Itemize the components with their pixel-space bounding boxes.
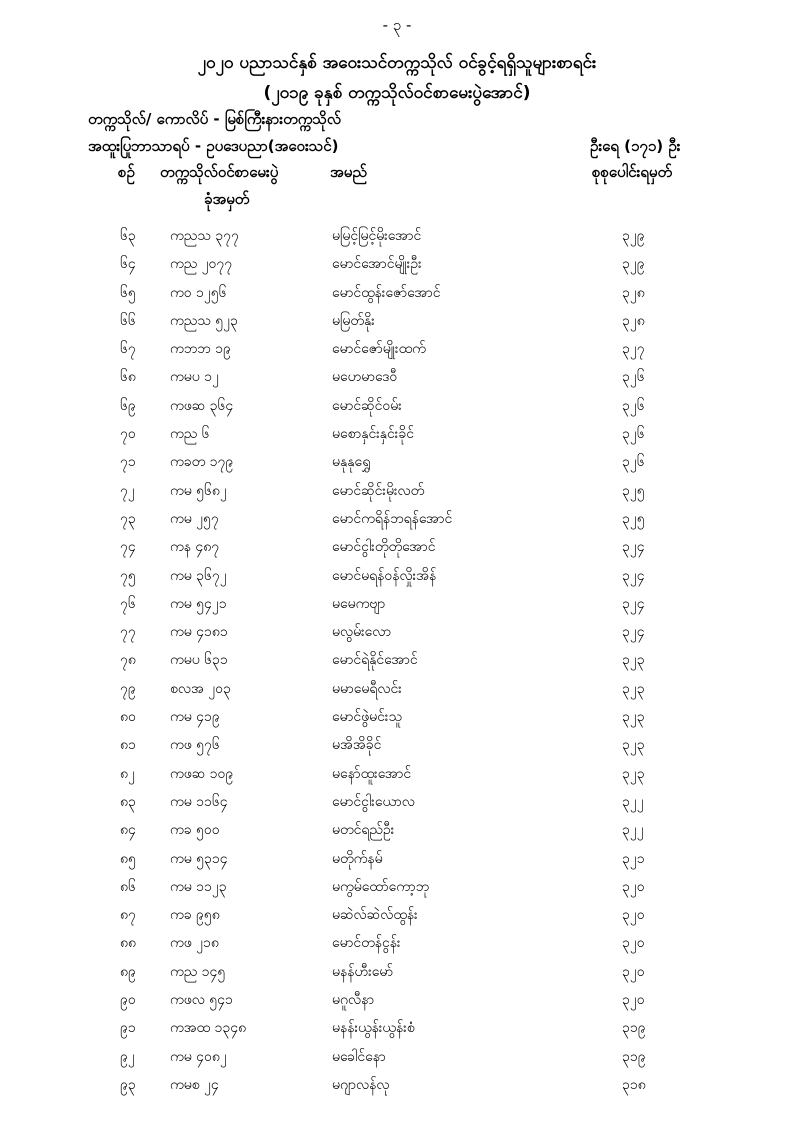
table-row [0,396,794,424]
roll-number: ကည ၁၄၅ [170,963,226,980]
row-number: ၈၈ [120,935,136,952]
total-marks: ၃၂၃ [622,709,645,726]
table-row [0,933,794,961]
row-number: ၆၉ [120,397,136,414]
roll-number: ကညသ ၃၇၇ [170,228,239,244]
student-name: မနန်းယွန်းယွန်းစံ [332,1020,415,1037]
row-number: ၈၉ [120,963,136,980]
major-line: အထူးပြုဘာသာရပ် - ဥပဒေပညာ(အဝေးသင်) [88,137,339,155]
table-row [0,679,794,707]
total-marks: ၃၂၂ [622,793,644,810]
row-number: ၇၃ [120,510,136,527]
page-number: - ၃ - [382,16,412,34]
row-number: ၇၆ [120,595,136,612]
student-name: မောင်ဆိုင်းမိုးလတ် [332,482,425,499]
row-number: ၆၃ [120,228,136,244]
student-name: မောင်အောင်မျိုးဦး [332,256,422,273]
roll-number: ကဖလ ၅၄၁ [170,992,233,1009]
student-name: မောင်ငွါးတိုတိုအောင် [332,539,436,556]
total-marks: ၃၂၃ [622,765,645,782]
table-row [0,735,794,763]
total-marks: ၃၂၅ [622,510,645,527]
roll-number: ကဖ ၅၇၆ [170,737,220,754]
total-marks: ၃၂၄ [622,567,645,584]
roll-number: ကမ ၄၀၈၂ [170,1048,227,1065]
table-row [0,1075,794,1103]
table-row [0,254,794,282]
row-number: ၈၁ [120,737,136,754]
table-row [0,226,794,254]
student-name: မနန်ဟီးမော် [332,963,394,980]
total-marks: ၃၂၂ [622,822,644,839]
student-name: မမြင့်မြင့်မိုးအောင် [332,228,422,244]
roll-number: ကအထ ၁၃၄၈ [170,1020,247,1037]
table-row [0,990,794,1018]
student-name: မတိုက်နမ် [332,850,383,867]
row-number: ၇၁ [120,454,136,471]
table-row [0,339,794,367]
total-marks: ၃၂၈ [622,312,645,329]
student-name: မမေကဗျာ [332,595,386,612]
total-marks: ၃၂၄ [622,595,645,612]
student-name: မတင်ရည်ဦး [332,822,395,839]
student-name: မဆဲလ်ဆဲလ်ထွန်း [332,907,418,924]
student-name: မမြတ်နိုး [332,312,375,329]
total-marks: ၃၂၆ [622,369,645,386]
table-row [0,905,794,933]
total-marks: ၃၂၁ [622,850,645,867]
student-name: မခေါင်နော [332,1048,386,1065]
header-roll-line2: ခုံအမှတ် [204,190,250,208]
total-marks: ၃၂၄ [622,539,645,556]
total-marks: ၃၂၄ [622,624,645,641]
roll-number: ကမပ ၁၂ [170,369,219,386]
row-number: ၆၄ [120,256,136,273]
roll-number: စလအ ၂၀၃ [170,680,231,697]
total-marks: ၃၂၇ [622,341,645,358]
total-marks: ၃၂၉ [622,228,645,244]
row-number: ၇၅ [120,567,136,584]
table-row [0,707,794,735]
student-name: မောင်ထွန်းဇော်အောင် [332,284,441,301]
student-name: မနော်ထူးအောင် [332,765,412,782]
student-name: မကွမ်ထော်ကော့ဘု [332,878,430,895]
student-name: မောင်မရန်ဝန်လှိုးအိန် [332,567,437,584]
student-name: မောင်တန်ငွန်း [332,935,401,952]
table-row [0,962,794,990]
total-marks: ၃၂၀ [622,992,645,1009]
student-name: မောင်ရဲနိုင်အောင် [332,652,418,669]
row-number: ၆၇ [120,341,136,358]
table-row [0,283,794,311]
total-marks: ၃၂၆ [622,397,645,414]
roll-number: ကမ ၂၅၇ [170,510,219,527]
row-number: ၆၈ [120,369,136,386]
row-number: ၇၄ [120,539,136,556]
student-name: မလွမ်းလော [332,624,392,641]
quota-line: ဦးရေ (၁၇၁) ဦး [590,137,681,155]
roll-number: ကညသ ၅၂၃ [170,312,238,329]
roll-number: ကဘဘ ၁၉ [170,341,231,358]
total-marks: ၃၂၅ [622,482,645,499]
document-subtitle: (၂၀၁၉ ခုနှစ် တက္ကသိုလ်ဝင်စာမေးပွဲအောင်) [263,83,531,103]
roll-number: ကည ၂၀၇၇ [170,256,233,273]
results-list [0,226,794,1103]
roll-number: ကမစ ၂၄ [170,1076,219,1093]
roll-number: ကမ ၁၁၆၄ [170,793,228,810]
total-marks: ၃၁၉ [622,1048,646,1065]
student-name: မဟေမာဒေဝီ [332,369,398,386]
total-marks: ၃၂၆ [622,454,645,471]
row-number: ၇၉ [120,680,136,697]
table-row [0,622,794,650]
roll-number: ကမ ၁၁၂၃ [170,878,227,895]
total-marks: ၃၁၈ [622,1076,646,1093]
row-number: ၈၃ [120,793,136,810]
row-number: ၈၄ [120,822,136,839]
table-row [0,764,794,792]
header-no: စဉ် [118,163,135,181]
row-number: ၈၇ [120,907,136,924]
row-number: ၆၅ [120,284,136,301]
student-name: မနုနုရွှေ [332,454,371,471]
row-number: ၉၃ [120,1076,136,1093]
total-marks: ၃၂၃ [622,680,645,697]
university-line: တက္ကသိုလ်/ ကောလိပ် - မြစ်ကြီးနားတက္ကသိုလ် [88,110,341,128]
student-name: မစောနှင်းနှင်းခိုင် [332,426,414,443]
roll-number: ကဖဆ ၃၆၄ [170,397,234,414]
table-row [0,537,794,565]
student-name: မဂူလီနာ [332,992,375,1009]
row-number: ၇၂ [120,482,135,499]
row-number: ၇၇ [120,624,136,641]
row-number: ၈၂ [120,765,135,782]
table-row [0,311,794,339]
roll-number: ကန ၄၈၇ [170,539,220,556]
student-name: မမာမေရီလင်း [332,680,402,697]
roll-number: ကခ ၅၀၀ [170,822,220,839]
student-name: မောင်ကရိန်ဘရန်အောင် [332,510,453,527]
row-number: ၉၁ [120,1020,136,1037]
roll-number: ကခ ၉၅၈ [170,907,220,924]
header-marks: စုစုပေါင်းရမှတ် [592,163,673,181]
table-row [0,481,794,509]
row-number: ၈၅ [120,850,136,867]
roll-number: ကဝ ၁၂၅၆ [170,284,227,301]
table-row [0,792,794,820]
table-row [0,452,794,480]
document-title: ၂၀၂၀ ပညာသင်နှစ် အဝေးသင်တက္ကသိုလ် ဝင်ခွင့်ရရှိသူများစာရင်း [197,53,597,73]
total-marks: ၃၂၀ [622,935,645,952]
roll-number: ကဖဆ ၁၀၉ [170,765,234,782]
total-marks: ၃၂၆ [622,426,645,443]
row-number: ၈၆ [120,878,136,895]
student-name: မဂျာလန်လု [332,1076,390,1093]
student-name: မောင်ဇော်မျိုးထက် [332,341,426,358]
roll-number: ကမ ၅၄၂၁ [170,595,227,612]
row-number: ၇၈ [120,652,136,669]
roll-number: ကမ ၅၆၈၂ [170,482,227,499]
total-marks: ၃၂၉ [622,256,645,273]
row-number: ၈၀ [120,709,136,726]
roll-number: ကမပ ၆၃၁ [170,652,228,669]
total-marks: ၃၂၀ [622,963,645,980]
total-marks: ၃၂၈ [622,284,645,301]
table-row [0,424,794,452]
table-row [0,594,794,622]
roll-number: ကမ ၄၁၈၁ [170,624,228,641]
table-row [0,367,794,395]
header-name: အမည် [330,163,367,181]
roll-number: ကမ ၄၁၉ [170,709,220,726]
roll-number: ကမ ၃၆၇၂ [170,567,227,584]
table-row [0,1047,794,1075]
student-name: မောင်ဖွဲမင်းသူ [332,709,402,726]
header-roll: တက္ကသိုလ်ဝင်စာမေးပွဲ [160,163,279,181]
student-name: မောင်ငွါးယောလ [332,793,415,810]
row-number: ၆၆ [120,312,136,329]
table-row [0,650,794,678]
table-row [0,566,794,594]
row-number: ၉၂ [120,1048,135,1065]
table-row [0,849,794,877]
student-name: မောင်ဆိုင်ဝမ်း [332,397,402,414]
total-marks: ၃၂၀ [622,878,645,895]
table-row [0,820,794,848]
roll-number: ကဖ ၂၁၈ [170,935,219,952]
row-number: ၇၀ [120,426,136,443]
row-number: ၉၀ [120,992,136,1009]
table-row [0,1018,794,1046]
table-row [0,877,794,905]
total-marks: ၃၁၉ [622,1020,646,1037]
table-row [0,509,794,537]
roll-number: ကည ၆ [170,426,210,443]
total-marks: ၃၂၃ [622,737,645,754]
roll-number: ကမ ၅၃၁၄ [170,850,228,867]
roll-number: ကခတ ၁၇၉ [170,454,234,471]
student-name: မအိအိခိုင် [332,737,382,754]
total-marks: ၃၂၀ [622,907,645,924]
total-marks: ၃၂၃ [622,652,645,669]
